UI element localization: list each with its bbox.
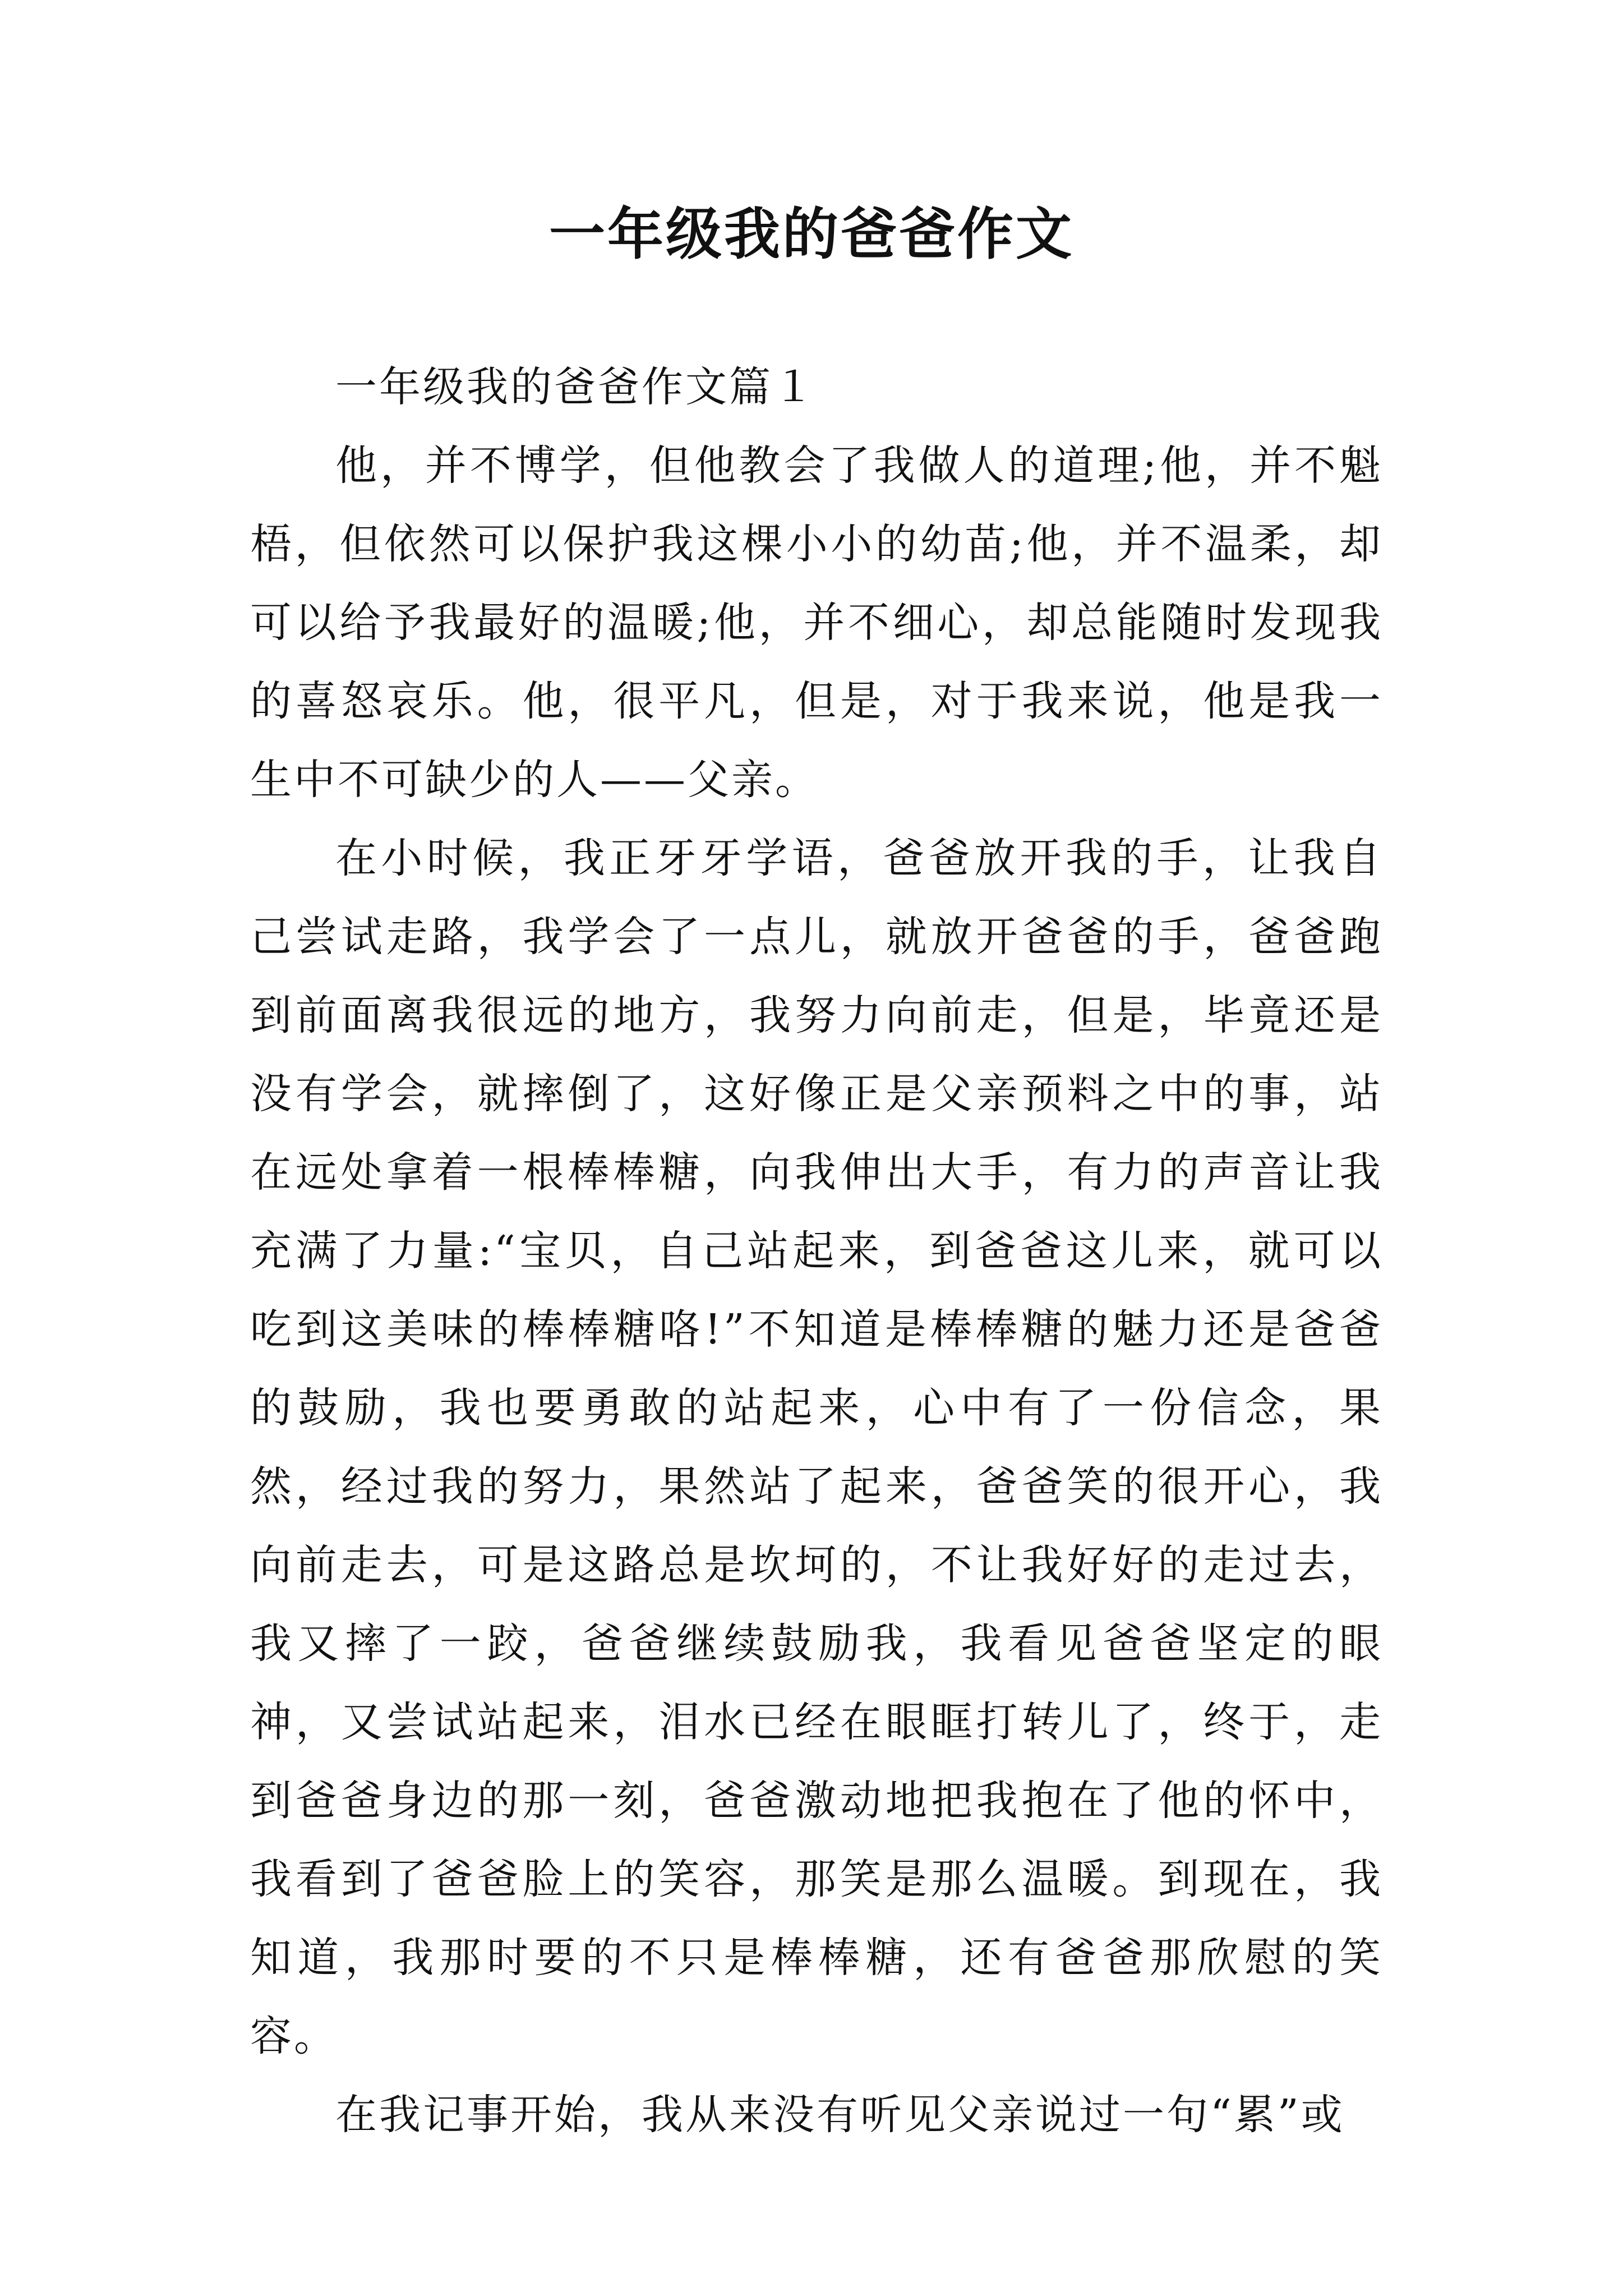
section-heading: 一年级我的爸爸作文篇１ <box>335 363 817 411</box>
document-title: 一年级我的爸爸作文 <box>549 201 1074 267</box>
document-body <box>250 348 1383 2154</box>
paragraph-3: 在我记事开始，我从来没有听见父亲说过一句“累”或 <box>335 2091 1345 2139</box>
paragraph-1: 他，并不博学，但他教会了我做人的道理;他，并不魁梧，但依然可以保护我这棵小小的幼苗;他，并不温柔，却可以给予我最好的温暖;他，并不细心，却总能随时发现我的喜怒哀乐。他，很平凡，但是，对于我来说，他是我一生中不可缺少的人——父亲。 <box>250 441 1383 804</box>
paragraph-2: 在小时候，我正牙牙学语，爸爸放开我的手，让我自己尝试走路，我学会了一点儿，就放开爸爸的手，爸爸跑到前面离我很远的地方，我努力向前走，但是，毕竟还是没有学会，就摔倒了，这好像正是父亲预料之中的事，站在远处拿着一根棒棒糖，向我伸出大手，有力的声音让我充满了力量:“宝贝，自己站起来，到爸爸这儿来，就可以吃到这美味的棒棒糖咯!”不知道是棒棒糖的魅力还是爸爸的鼓励，我也要勇敢的站起来，心中有了一份信念，果然，经过我的努力，果然站了起来，爸爸笑的很开心，我向前走去，可是这路总是坎坷的，不让我好好的走过去，我又摔了一跤，爸爸继续鼓励我，我看见爸爸坚定的眼神，又尝试站起来，泪水已经在眼眶打转儿了，终于，走到爸爸身边的那一刻，爸爸激动地把我抱在了他的怀中，我看到了爸爸脸上的笑容，那笑是那么温暖。到现在，我知道，我那时要的不只是棒棒糖，还有爸爸那欣慰的笑容。 <box>250 834 1383 2060</box>
